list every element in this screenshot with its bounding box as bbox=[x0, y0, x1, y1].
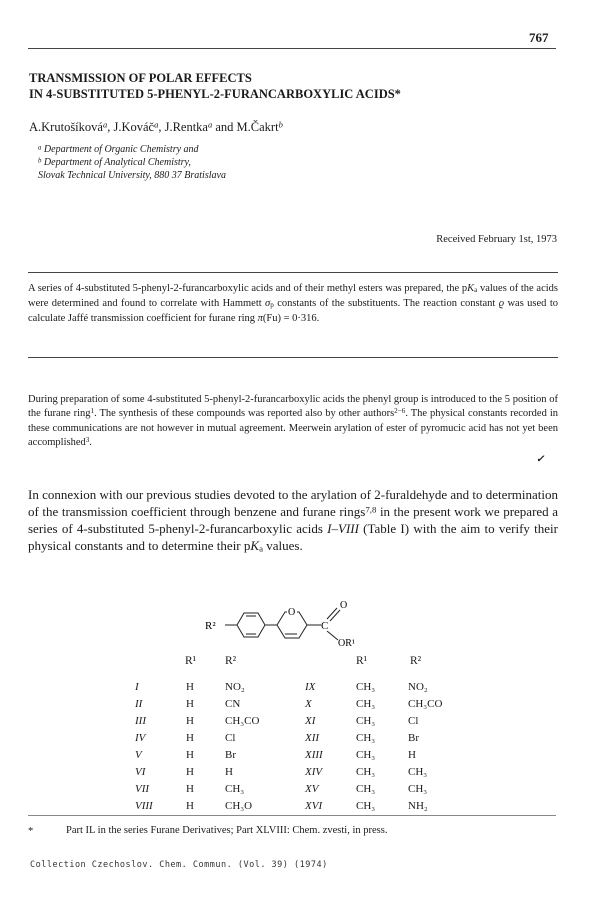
author-mark: a bbox=[102, 119, 108, 130]
intro-paragraph: During preparation of some 4-substituted 5-phenyl-2-furancarboxylic acids the phenyl group is introduced to the 5 position of the furane ring$^1$. The synthesis of these compounds was reported also by other authors$^{2-6}$. The physical constants recorded in these communications are not however in mutual agreement. Meerwein arylation of ester of pyromucic acid has not yet been accomplished$^3$. bbox=[28, 394, 558, 449]
footnote-text: Part IL in the series Furane Derivatives; Part XLVIII: Chem. zvesti, in press. bbox=[66, 825, 388, 836]
abstract: A series of 4-substituted 5-phenyl-2-furancarboxylic acids and of their methyl esters was prepared, the $pK_a$ values of the acids were determined and found to correlate with Hammett $\sigma_p$ constants of the substituents. The reaction constant ϱ was used to calculate Jaffé transmission coefficient for furane ring π(Fu) = 0·316. bbox=[28, 283, 558, 324]
table-row: III H CH₃CO XI CH₃ Cl bbox=[135, 715, 419, 727]
author-separator: , bbox=[158, 120, 165, 134]
author-name: J.Kováč bbox=[113, 120, 155, 134]
body-paragraph: In connexion with our previous studies devoted to the arylation of 2-furaldehyde and to determination of the transmission coefficient through benzene and furane rings$^{7,8}$ in the present work we prepared a series of 4-substituted 5-phenyl-2-furancarboxylic acids I–VIII (Table I) with the aim to verify their physical constants and to determine their $pK_a$ values. bbox=[28, 487, 559, 554]
author-name: J.Rentka bbox=[164, 120, 208, 134]
footnote-mark: * bbox=[28, 826, 34, 837]
column-header-r1: R¹ bbox=[356, 655, 368, 667]
table-row: VIII H CH₃O XVI CH₃ NH₂ bbox=[135, 800, 428, 812]
r2-label: R² bbox=[205, 620, 216, 632]
author-name: M.Čakrt bbox=[236, 120, 279, 134]
author-separator: , bbox=[107, 120, 114, 134]
author-mark: a bbox=[154, 119, 159, 130]
column-header-r1: R¹ bbox=[185, 655, 197, 667]
author-and: and bbox=[212, 120, 237, 134]
affiliation-line: $^b$ Department of Analytical Chemistry, bbox=[38, 157, 191, 168]
table-row: IV H Cl XII CH₃ Br bbox=[135, 732, 419, 744]
column-header-r2: R² bbox=[225, 655, 237, 667]
carbonyl-oxygen-label: O bbox=[340, 600, 348, 611]
author-mark: a bbox=[207, 119, 213, 130]
author-name: A.Krutošíková bbox=[29, 120, 103, 134]
table-row: VI H H XIV CH₃ CH₃ bbox=[135, 766, 428, 778]
table-row: I H NO₂ IX CH₃ NO₂ bbox=[135, 681, 428, 693]
table-row: VII H CH₃ XV CH₃ CH₃ bbox=[135, 783, 428, 795]
carbon-label: C bbox=[321, 620, 329, 632]
author-mark: b bbox=[278, 119, 283, 130]
table-row: V H Br XIII CH₃ H bbox=[135, 749, 416, 761]
page-number: 767 bbox=[529, 30, 549, 45]
column-header-r2: R² bbox=[410, 655, 422, 667]
running-footer: Collection Czechoslov. Chem. Commun. (Vol. 39) (1974) bbox=[30, 860, 328, 870]
footnote-rule bbox=[28, 815, 556, 816]
handwritten-initials: ✓ bbox=[536, 454, 545, 465]
or1-label: OR¹ bbox=[338, 638, 355, 648]
title-line-2: IN 4-SUBSTITUTED 5-PHENYL-2-FURANCARBOXYLIC ACIDS* bbox=[29, 87, 401, 101]
received-date: Received February 1st, 1973 bbox=[436, 234, 557, 245]
title-line-1: TRANSMISSION OF POLAR EFFECTS bbox=[29, 71, 252, 85]
ring-oxygen-label: O bbox=[288, 607, 296, 618]
table-row: II H CN X CH₃ CH₃CO bbox=[135, 698, 443, 710]
affiliation-line: Slovak Technical University, 880 37 Bratislava bbox=[38, 170, 226, 181]
affiliation-line: $^a$ Department of Organic Chemistry and bbox=[38, 144, 199, 155]
